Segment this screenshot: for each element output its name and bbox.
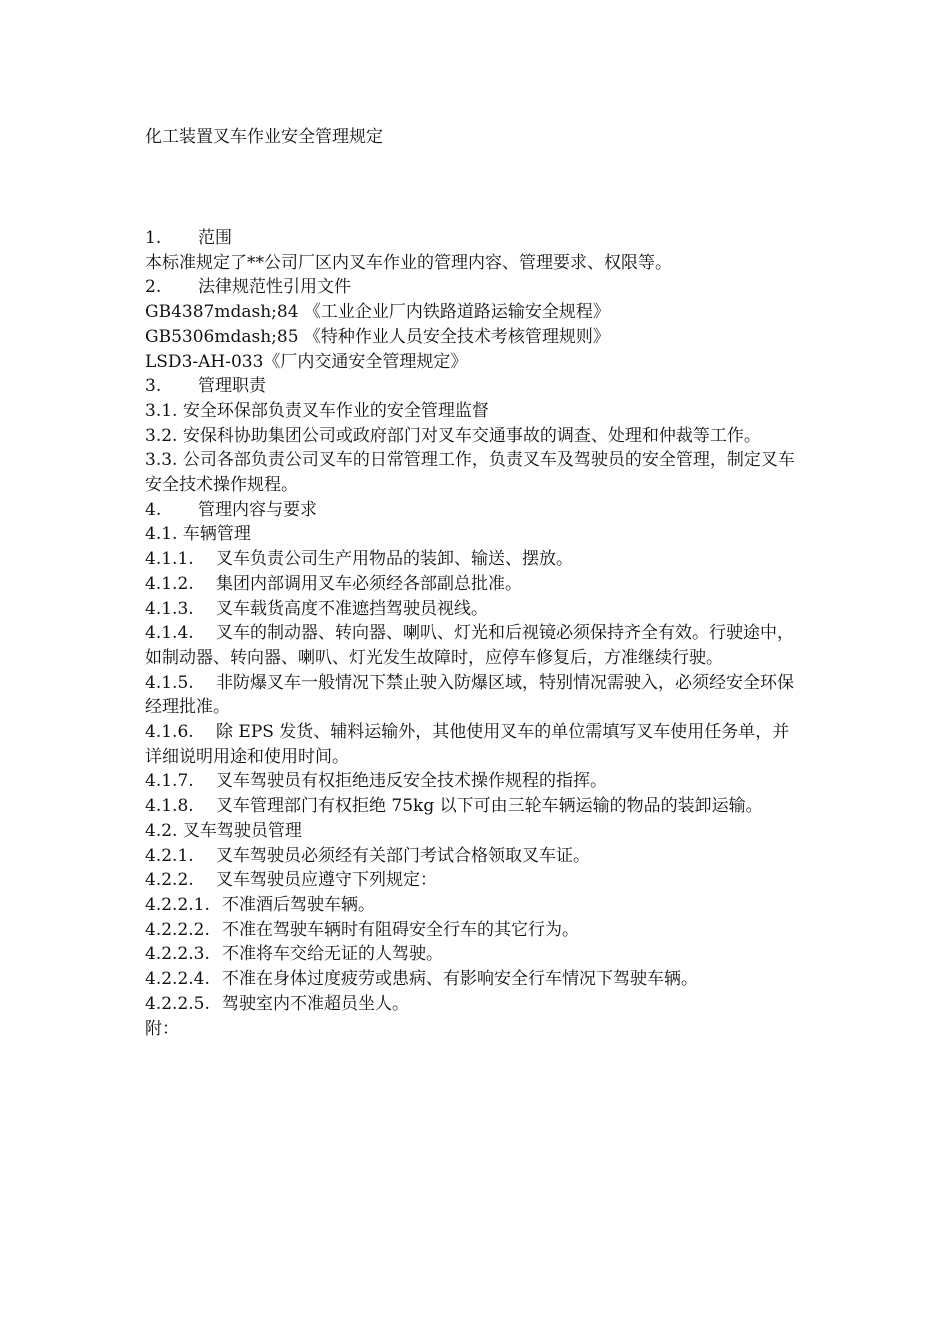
clause-number: 4.1.8. xyxy=(145,796,194,817)
clause: 3.3. 公司各部负责公司叉车的日常管理工作，负责叉车及驾驶员的安全管理，制定叉车安全技术操作规程。 xyxy=(145,450,795,496)
clause xyxy=(145,671,797,720)
section-number: 4. xyxy=(145,499,162,520)
clause-text: 除 EPS 发货、辅料运输外，其他使用叉车的单位需填写叉车使用任务单，并详细说明用途和使用时间。 xyxy=(145,722,790,767)
section-title: 管理内容与要求 xyxy=(198,499,317,520)
clause-number: 4.2.2.1. xyxy=(145,894,210,915)
section-number: 2. xyxy=(145,277,162,298)
clause-text: 非防爆叉车一般情况下禁止驶入防爆区域，特别情况需驶入，必须经安全环保经理批准。 xyxy=(145,672,794,718)
clause-text: 不准在驾驶车辆时有阻碍安全行车的其它行为。 xyxy=(222,919,579,940)
clause-number: 4.1.2. xyxy=(145,573,194,594)
clause-number: 4.1.1. xyxy=(145,549,194,570)
clause xyxy=(145,621,797,670)
clause-number: 4.1.4. xyxy=(145,623,194,644)
clause-number: 4.1.3. xyxy=(145,598,194,619)
clause xyxy=(145,720,797,769)
clause-text: 叉车驾驶员有权拒绝违反安全技术操作规程的指挥。 xyxy=(216,771,607,792)
sub-clause xyxy=(145,992,797,1017)
clause xyxy=(145,868,797,893)
clause-text: 集团内部调用叉车必须经各部副总批准。 xyxy=(216,573,522,594)
document-body xyxy=(145,226,797,1041)
section-heading xyxy=(145,374,797,399)
clause: 3.2. 安保科协助集团公司或政府部门对叉车交通事故的调查、处理和仲裁等工作。 xyxy=(145,425,761,446)
subsection-heading: 4.2. 叉车驾驶员管理 xyxy=(145,820,302,841)
clause xyxy=(145,844,797,869)
clause-text: 不准在身体过度疲劳或患病、有影响安全行车情况下驾驶车辆。 xyxy=(222,969,698,990)
section-heading xyxy=(145,498,797,523)
clause xyxy=(145,794,797,819)
clause xyxy=(145,769,797,794)
clause-number: 4.2.2.3. xyxy=(145,944,210,965)
clause xyxy=(145,597,797,622)
clause-text: 不准酒后驾驶车辆。 xyxy=(222,894,375,915)
clause-text: 驾驶室内不准超员坐人。 xyxy=(222,993,409,1014)
clause-text: 叉车载货高度不准遮挡驾驶员视线。 xyxy=(216,598,488,619)
section-title: 法律规范性引用文件 xyxy=(198,277,351,298)
clause-number: 4.2.2.2. xyxy=(145,919,210,940)
section-heading xyxy=(145,275,797,300)
clause-text: 叉车驾驶员必须经有关部门考试合格领取叉车证。 xyxy=(216,845,590,866)
section-heading xyxy=(145,226,797,251)
clause-text: 叉车负责公司生产用物品的装卸、输送、摆放。 xyxy=(216,549,573,570)
section-number: 1. xyxy=(145,228,162,248)
clause xyxy=(145,572,797,597)
clause-text: 叉车管理部门有权拒绝 75kg 以下可由三轮车辆运输的物品的装卸运输。 xyxy=(216,796,763,817)
clause-number: 4.1.6. xyxy=(145,722,194,743)
sub-clause xyxy=(145,918,797,943)
document-title: 化工装置叉车作业安全管理规定 xyxy=(145,127,383,147)
clause-number: 4.1.7. xyxy=(145,771,194,792)
clause: 3.1. 安全环保部负责叉车作业的安全管理监督 xyxy=(145,400,489,421)
clause-number: 4.1.5. xyxy=(145,672,194,693)
clause-number: 4.2.2. xyxy=(145,870,194,891)
clause-text: 叉车的制动器、转向器、喇叭、灯光和后视镜必须保持齐全有效。行驶途中，如制动器、转向器、喇叭、灯光发生故障时，应停车修复后，方准继续行驶。 xyxy=(145,623,794,668)
clause-text: 不准将车交给无证的人驾驶。 xyxy=(222,944,443,965)
sub-clause xyxy=(145,942,797,967)
section-title: 范围 xyxy=(198,228,232,248)
section-title: 管理职责 xyxy=(198,376,266,397)
clause-number: 4.2.2.4. xyxy=(145,969,210,990)
section-number: 3. xyxy=(145,376,162,397)
subsection-heading: 4.1. 车辆管理 xyxy=(145,524,251,545)
paragraph: 本标准规定了**公司厂区内叉车作业的管理内容、管理要求、权限等。 xyxy=(145,252,672,273)
reference-item: GB4387mdash;84 《工业企业厂内铁路道路运输安全规程》 xyxy=(145,302,610,323)
sub-clause xyxy=(145,967,797,992)
clause-number: 4.2.2.5. xyxy=(145,993,210,1014)
clause xyxy=(145,547,797,572)
reference-item: LSD3-AH-033《厂内交通安全管理规定》 xyxy=(145,351,468,372)
clause-text: 叉车驾驶员应遵守下列规定： xyxy=(216,870,437,891)
sub-clause xyxy=(145,893,797,918)
clause-number: 4.2.1. xyxy=(145,845,194,866)
appendix-label: 附： xyxy=(145,1018,179,1039)
reference-item: GB5306mdash;85 《特种作业人员安全技术考核管理规则》 xyxy=(145,326,610,347)
